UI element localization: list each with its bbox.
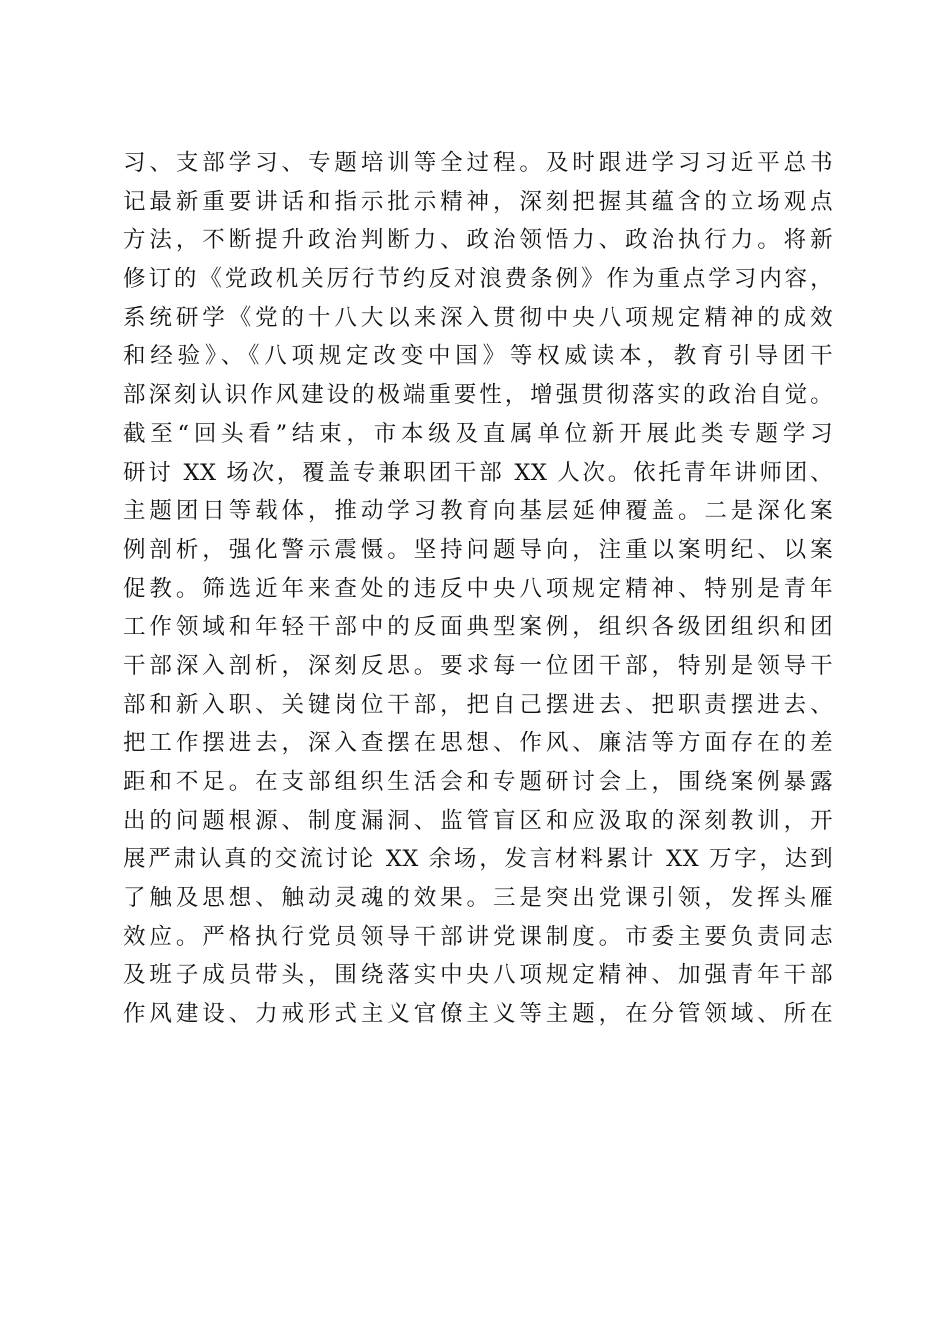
text-line: 部深刻认识作风建设的极端重要性，增强贯彻落实的政治自觉。	[123, 382, 833, 409]
text-line: 展严肃认真的交流讨论 XX 余场，发言材料累计 XX 万字，达到	[123, 846, 833, 873]
text-line: 距和不足。在支部组织生活会和专题研讨会上，围绕案例暴露	[123, 769, 833, 795]
text-line: 习、支部学习、专题培训等全过程。及时跟进学习习近平总书	[123, 150, 833, 176]
text-line: 截至“回头看”结束，市本级及直属单位新开展此类专题学习	[123, 420, 833, 447]
text-line: 修订的《党政机关厉行节约反对浪费条例》作为重点学习内容，	[123, 266, 833, 293]
text-line: 及班子成员带头，围绕落实中央八项规定精神、加强青年干部	[123, 962, 833, 989]
text-line: 系统研学《党的十八大以来深入贯彻中央八项规定精神的成效	[123, 304, 833, 331]
body-paragraph	[123, 144, 833, 1034]
text-line: 例剖析，强化警示震慑。坚持问题导向，注重以案明纪、以案	[123, 536, 833, 563]
text-line: 主题团日等载体，推动学习教育向基层延伸覆盖。二是深化案	[123, 498, 833, 525]
text-line: 干部深入剖析，深刻反思。要求每一位团干部，特别是领导干	[123, 652, 833, 679]
text-line: 把工作摆进去，深入查摆在思想、作风、廉洁等方面存在的差	[123, 730, 833, 757]
text-line: 了触及思想、触动灵魂的效果。三是突出党课引领，发挥头雁	[123, 885, 833, 912]
text-line: 促教。筛选近年来查处的违反中央八项规定精神、特别是青年	[123, 575, 833, 602]
text-line: 记最新重要讲话和指示批示精神，深刻把握其蕴含的立场观点	[123, 188, 833, 215]
text-line: 作风建设、力戒形式主义官僚主义等主题，在分管领域、所在	[123, 1001, 833, 1028]
text-line: 研讨 XX 场次，覆盖专兼职团干部 XX 人次。依托青年讲师团、	[123, 459, 833, 486]
text-line: 出的问题根源、制度漏洞、监管盲区和应汲取的深刻教训，开	[123, 807, 833, 834]
text-line: 效应。严格执行党员领导干部讲党课制度。市委主要负责同志	[123, 923, 833, 950]
text-line: 方法，不断提升政治判断力、政治领悟力、政治执行力。将新	[123, 227, 833, 254]
text-line: 和经验》、《八项规定改变中国》等权威读本，教育引导团干	[123, 343, 833, 370]
text-line: 部和新入职、关键岗位干部，把自己摆进去、把职责摆进去、	[123, 691, 833, 718]
text-line: 工作领域和年轻干部中的反面典型案例，组织各级团组织和团	[123, 614, 833, 641]
